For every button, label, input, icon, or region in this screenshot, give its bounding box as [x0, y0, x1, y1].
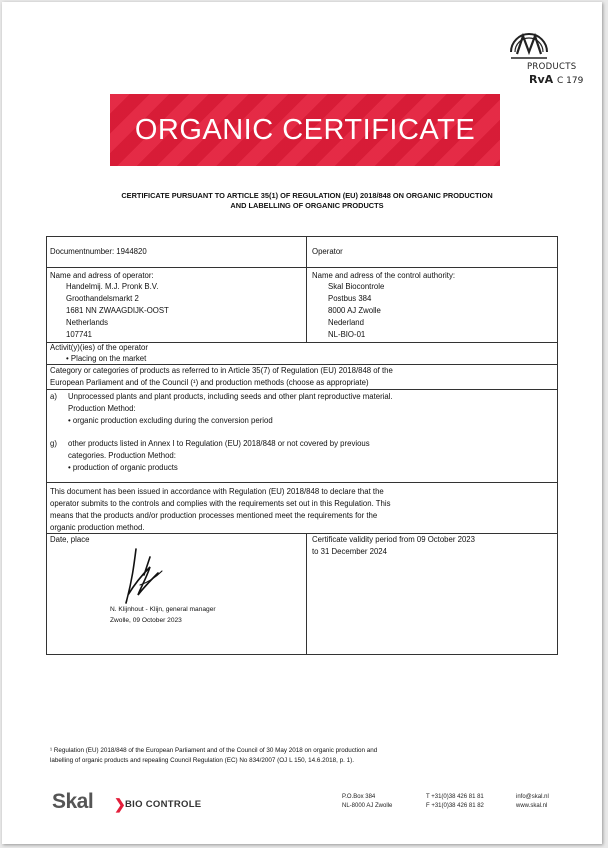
authority-label: Name and adress of the control authority: — [312, 271, 456, 280]
rva-emblem-icon — [507, 22, 551, 66]
operator-line: 107741 — [66, 330, 93, 339]
operator-line: Groothandelsmarkt 2 — [66, 294, 139, 303]
rva-code-label: RvA C 179 — [529, 73, 584, 86]
validity-period-cont: to 31 December 2024 — [312, 547, 387, 556]
skal-brand-sub: BIO CONTROLE — [125, 799, 202, 810]
activity-label: Activit(y)(ies) of the operator — [50, 343, 148, 352]
footer-contact — [516, 793, 549, 811]
date-place-label: Date, place — [50, 535, 90, 544]
skal-brand: Skal — [52, 790, 94, 813]
footnote: ¹ Regulation (EU) 2018/848 of the European Parliament and of the Council of 30 May 2018 on organic production and labelling of organic products and repealing Council Regulation (EC) No 834/2007 (OJ L 150, 14.6.2018, p. 1). — [50, 747, 378, 764]
footer-phone: T +31(0)38 426 81 81 F +31(0)38 426 81 82 — [426, 794, 484, 809]
operator-line: Netherlands — [66, 318, 109, 327]
chevron-right-icon: ❯ — [114, 796, 126, 812]
certificate-page — [2, 2, 602, 844]
title-banner — [110, 94, 500, 166]
validity-period: Certificate validity period from 09 October 2023 — [312, 535, 475, 544]
authority-line: 8000 AJ Zwolle — [328, 306, 381, 315]
statement-line: organic production method. — [50, 523, 145, 532]
category-heading: Category or categories of products as referred to in Article 35(7) of Regulation (EU) 2018/848 of the — [50, 366, 393, 375]
footer-website[interactable]: www.skal.nl — [516, 803, 548, 809]
category-a-text: Unprocessed plants and plant products, including seeds and other plant reproductive material. — [68, 392, 393, 401]
activity-item: • Placing on the market — [66, 354, 147, 363]
rva-accreditation-logo — [501, 22, 585, 98]
operator-line: 1681 NN ZWAAGDIJK-OOST — [66, 306, 169, 315]
footer-email[interactable]: info@skal.nl — [516, 794, 549, 800]
category-a-letter: a) — [50, 392, 57, 401]
category-g-method: • production of organic products — [68, 463, 178, 472]
signature-place-date: Zwolle, 09 October 2023 — [110, 617, 182, 624]
statement-line: This document has been issued in accordance with Regulation (EU) 2018/848 to declare that the — [50, 487, 384, 496]
authority-line: NL-BIO-01 — [328, 330, 366, 339]
statement-line: operator submits to the controls and complies with the requirements set out in this Regulation. This — [50, 499, 391, 508]
operator-line: Handelmij. M.J. Pronk B.V. — [66, 282, 159, 291]
document-number: Documentnumber: 1944820 — [50, 247, 147, 256]
certificate-subtitle: CERTIFICATE PURSUANT TO ARTICLE 35(1) OF REGULATION (EU) 2018/848 ON ORGANIC PRODUCTION AND LABELLING OF ORGANIC PRODUCTS — [121, 191, 493, 210]
handwritten-signature — [120, 545, 166, 607]
rva-products-label: PRODUCTS — [527, 62, 577, 72]
category-heading-cont: European Parliament and of the Council (¹) and production methods (choose as appropriate) — [50, 378, 369, 387]
authority-line: Nederland — [328, 318, 364, 327]
operator-heading: Operator — [312, 247, 343, 256]
authority-line: Skal Biocontrole — [328, 282, 385, 291]
statement-line: means that the products and/or production processes mentioned meet the requirements for the — [50, 511, 378, 520]
category-g-letter: g) — [50, 439, 57, 448]
signer-name: N. Klijnhout - Klijn, general manager — [110, 606, 216, 613]
category-g-text: other products listed in Annex I to Regulation (EU) 2018/848 or not covered by previous — [68, 439, 370, 448]
category-a-method: • organic production excluding during the conversion period — [68, 416, 273, 425]
category-g-text-cont: categories. Production Method: — [68, 451, 176, 460]
skal-logo — [52, 790, 202, 814]
category-a-method-label: Production Method: — [68, 404, 136, 413]
operator-label: Name and adress of operator: — [50, 271, 154, 280]
footer-postal-address: P.O.Box 384 NL-8000 AJ Zwolle — [342, 794, 393, 809]
certificate-title: ORGANIC CERTIFICATE — [134, 114, 476, 146]
authority-line: Postbus 384 — [328, 294, 372, 303]
